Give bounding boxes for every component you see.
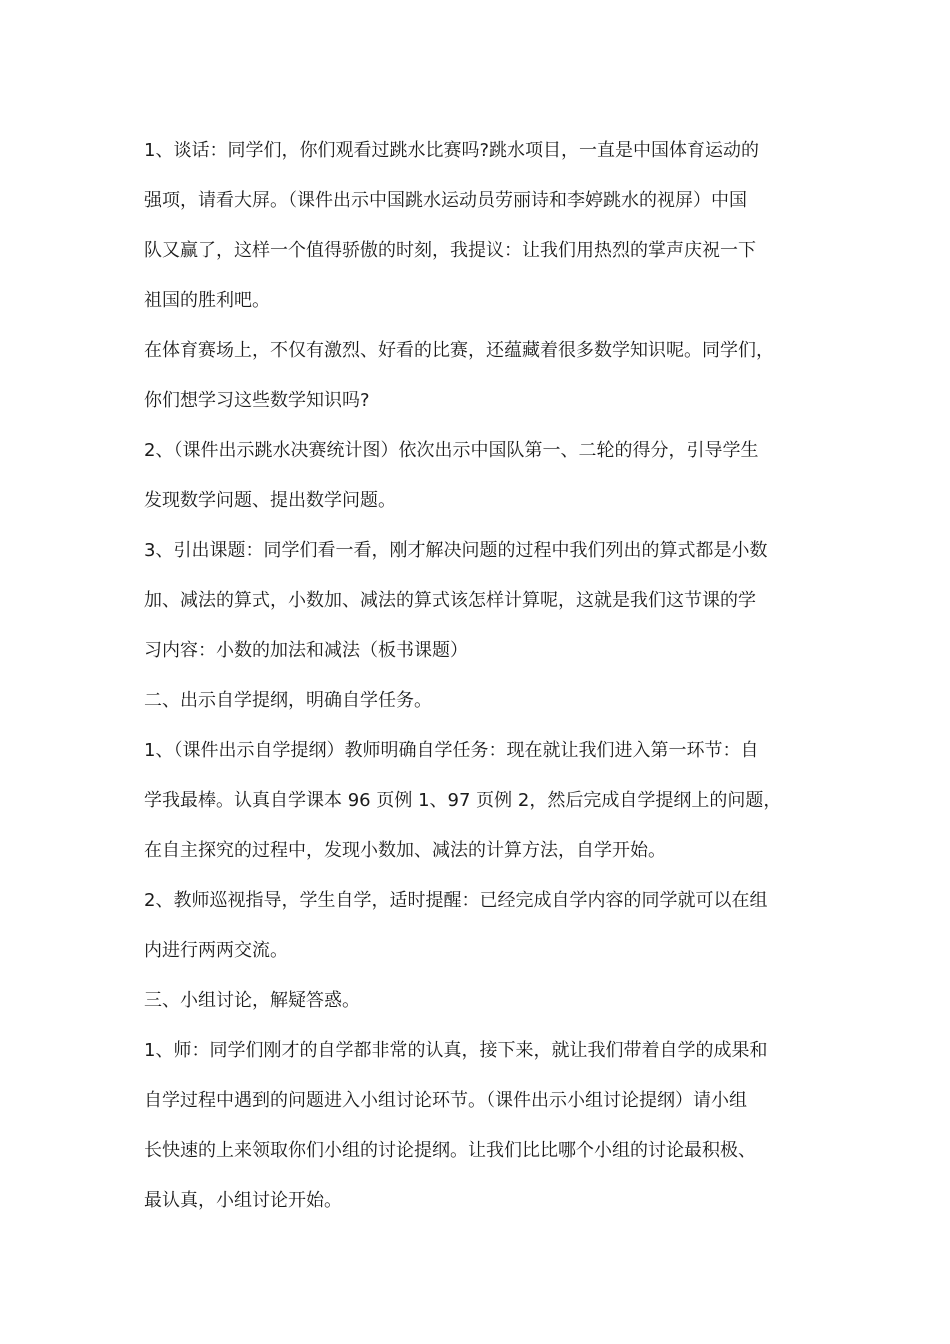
text-line: 你们想学习这些数学知识吗? [144, 390, 370, 411]
text-line: 自学过程中遇到的问题进入小组讨论环节。（课件出示小组讨论提纲）请小组 [144, 1090, 747, 1111]
text-line: 1、（课件出示自学提纲）教师明确自学任务：现在就让我们进入第一环节：自 [144, 740, 759, 761]
section-heading: 二、出示自学提纲，明确自学任务。 [144, 690, 432, 711]
text-line: 2、（课件出示跳水决赛统计图）依次出示中国队第一、二轮的得分，引导学生 [144, 440, 759, 461]
text-line: 队又赢了，这样一个值得骄傲的时刻，我提议：让我们用热烈的掌声庆祝一下 [144, 240, 756, 261]
text-line: 在自主探究的过程中，发现小数加、减法的计算方法，自学开始。 [144, 840, 666, 861]
text-line: 3、引出课题：同学们看一看，刚才解决问题的过程中我们列出的算式都是小数 [144, 540, 768, 561]
section-heading: 三、小组讨论，解疑答惑。 [144, 990, 360, 1011]
text-line: 发现数学问题、提出数学问题。 [144, 490, 396, 511]
text-line: 最认真，小组讨论开始。 [144, 1190, 342, 1211]
text-line: 祖国的胜利吧。 [144, 290, 270, 311]
text-line: 习内容：小数的加法和减法（板书课题） [144, 640, 468, 661]
text-line: 内进行两两交流。 [144, 940, 288, 961]
text-line: 在体育赛场上，不仅有激烈、好看的比赛，还蕴藏着很多数学知识呢。同学们， [144, 340, 774, 361]
document-body [144, 126, 814, 1226]
text-line: 1、谈话：同学们，你们观看过跳水比赛吗?跳水项目，一直是中国体育运动的 [144, 140, 760, 161]
text-line: 长快速的上来领取你们小组的讨论提纲。让我们比比哪个小组的讨论最积极、 [144, 1140, 756, 1161]
text-line: 2、教师巡视指导，学生自学，适时提醒：已经完成自学内容的同学就可以在组 [144, 890, 768, 911]
text-line: 1、师：同学们刚才的自学都非常的认真，接下来，就让我们带着自学的成果和 [144, 1040, 768, 1061]
text-line: 强项，请看大屏。（课件出示中国跳水运动员劳丽诗和李婷跳水的视屏）中国 [144, 190, 747, 211]
text-line: 加、减法的算式，小数加、减法的算式该怎样计算呢，这就是我们这节课的学 [144, 590, 756, 611]
text-line: 学我最棒。认真自学课本 96 页例 1、97 页例 2，然后完成自学提纲上的问题， [144, 790, 782, 811]
